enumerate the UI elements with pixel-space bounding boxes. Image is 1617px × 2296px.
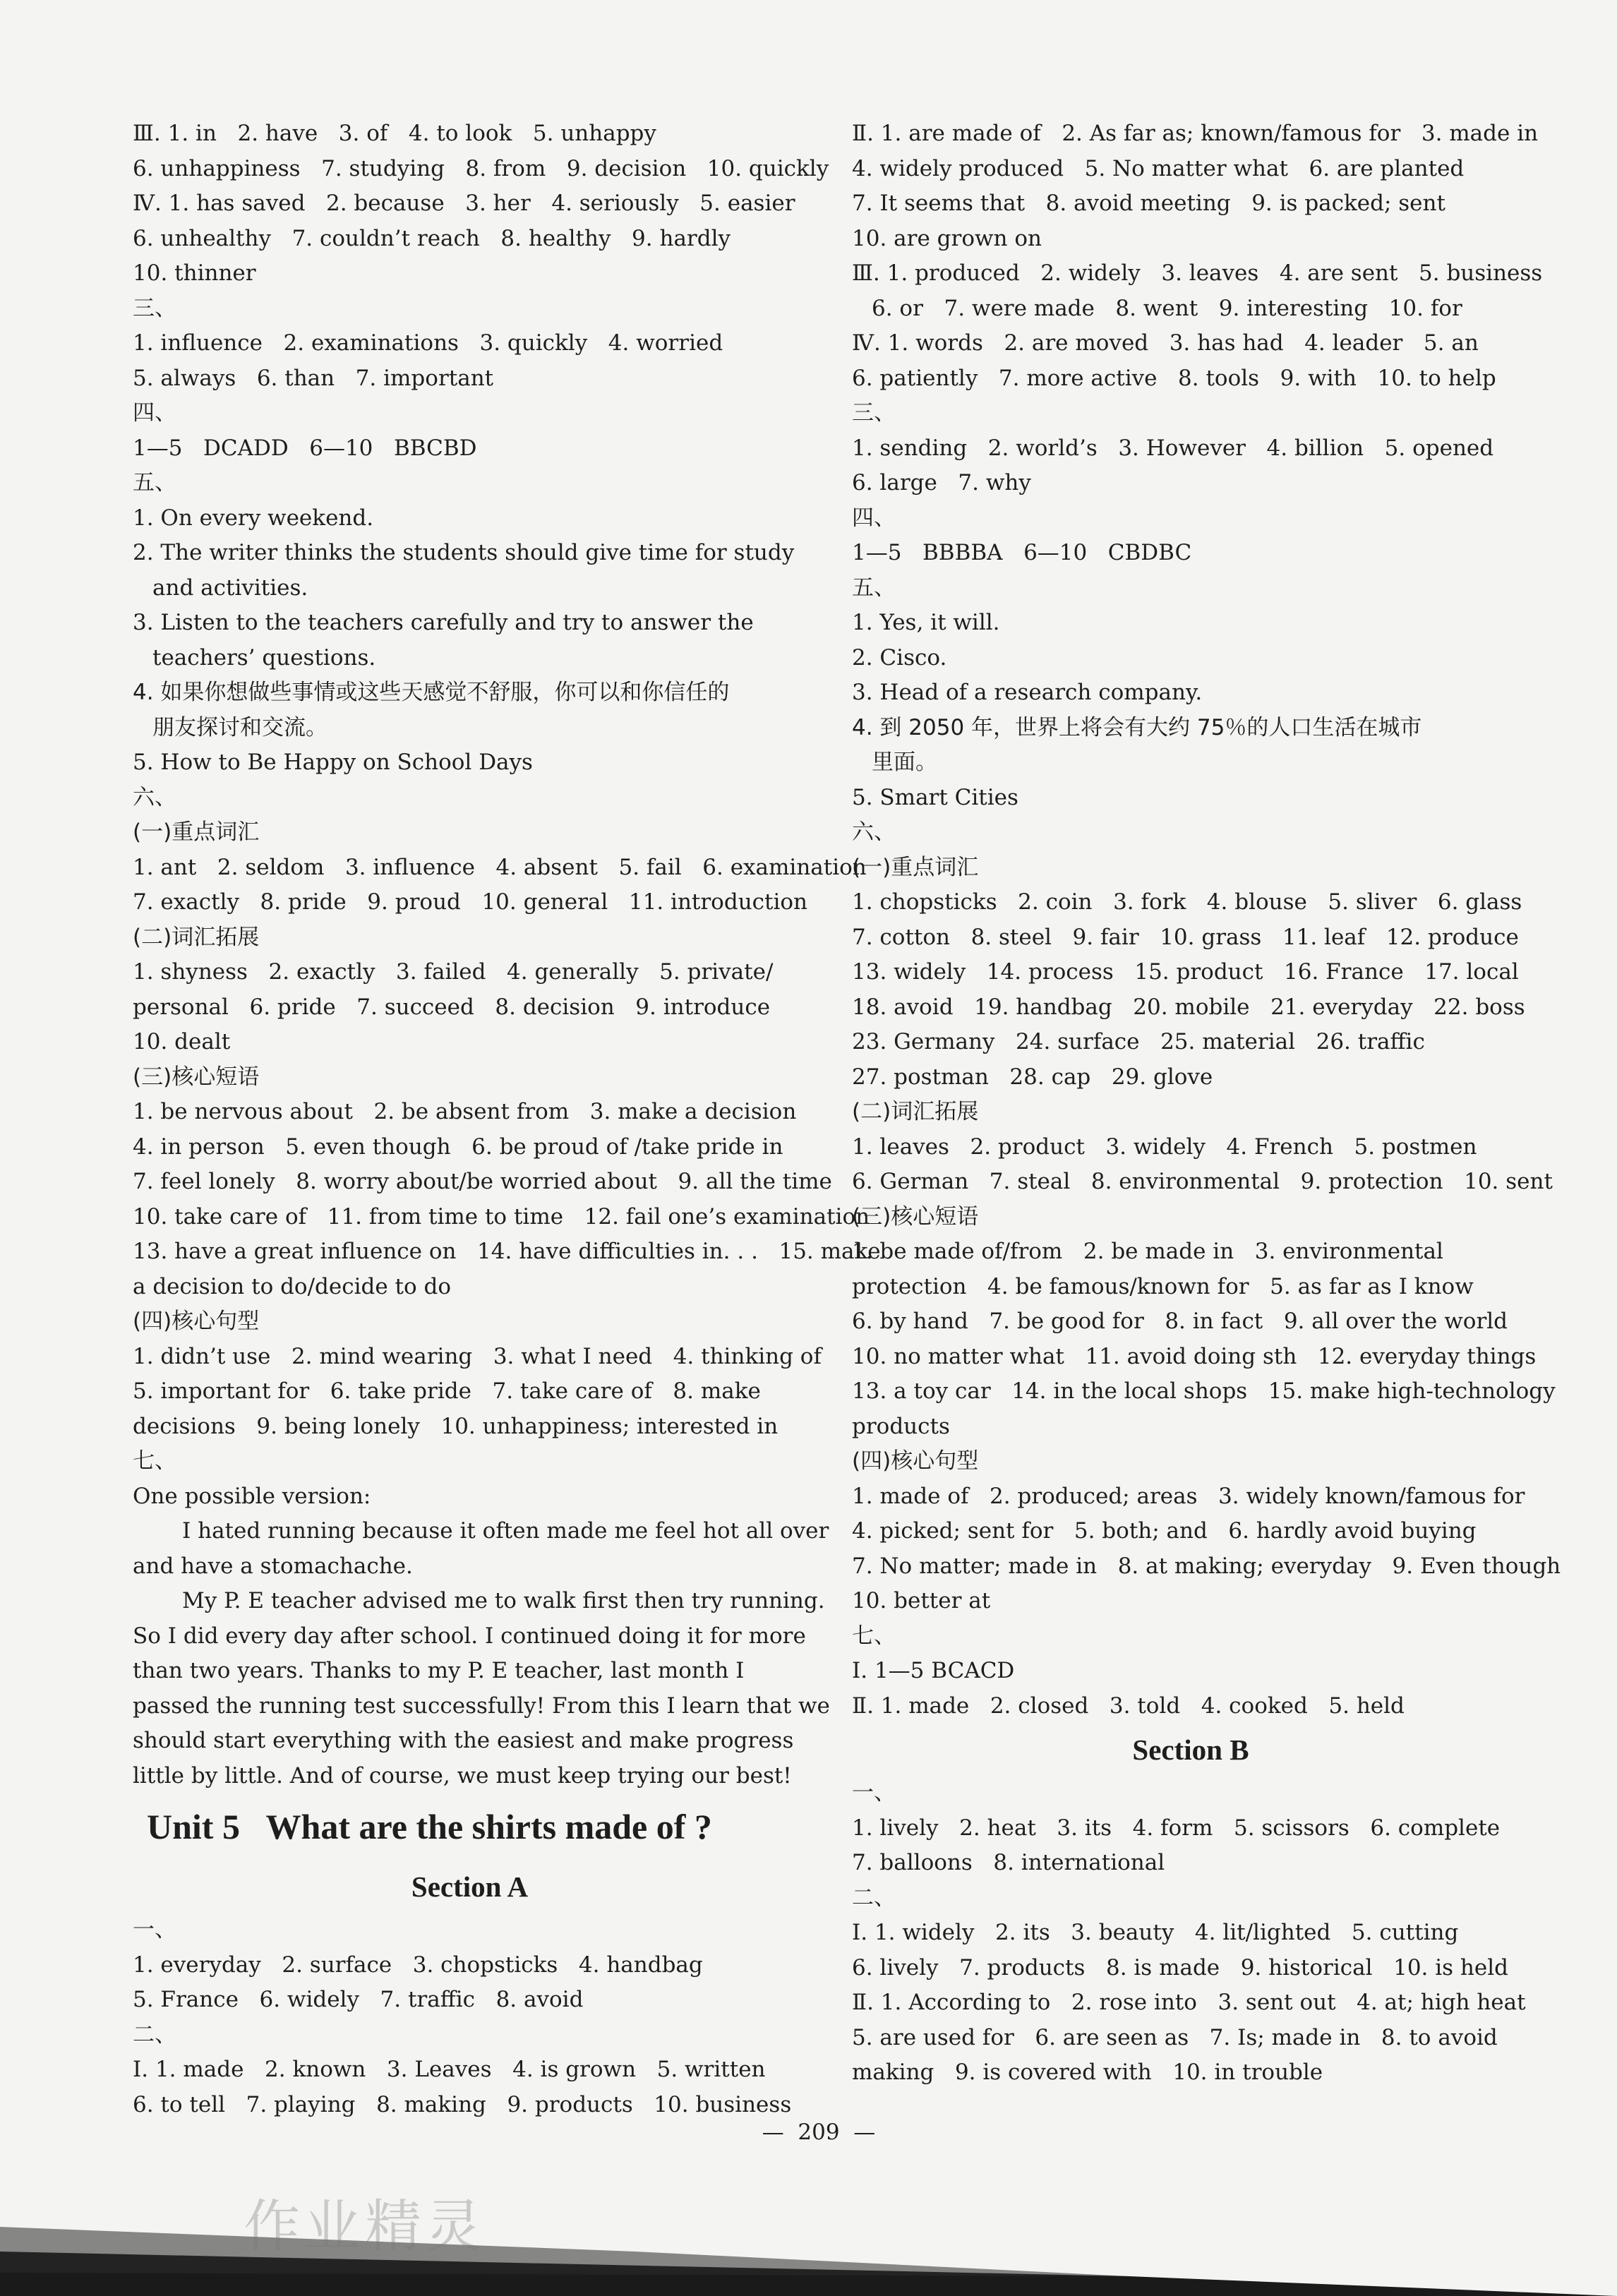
left-line: So I did every day after school. I continued doing it for more xyxy=(133,1623,806,1649)
right-line: (二)词汇拓展 xyxy=(852,1099,979,1124)
right-line: 7. No matter; made in 8. at making; everyday 9. Even though xyxy=(852,1553,1561,1579)
left-line: Ⅰ. 1. made 2. known 3. Leaves 4. is grown 5. written xyxy=(133,2057,766,2082)
right-line: (一)重点词汇 xyxy=(852,854,979,880)
right-line: (三)核心短语 xyxy=(852,1203,979,1230)
left-line: 10. thinner xyxy=(133,260,256,286)
left-line: My P. E teacher advised me to walk first then try running. xyxy=(182,1588,825,1613)
right-line: Ⅰ. 1—5 BCACD xyxy=(852,1658,1015,1683)
right-line: 18. avoid 19. handbag 20. mobile 21. everyday 22. boss xyxy=(852,994,1525,1020)
left-line: 13. have a great influence on 14. have difficulties in. . . 15. make xyxy=(133,1239,881,1264)
left-line: decisions 9. being lonely 10. unhappiness; interested in xyxy=(133,1413,779,1439)
right-line: 6. German 7. steal 8. environmental 9. protection 10. sent xyxy=(852,1169,1553,1194)
left-line: 5. always 6. than 7. important xyxy=(133,365,494,391)
right-line: 1. lively 2. heat 3. its 4. form 5. scissors 6. complete xyxy=(852,1815,1501,1841)
right-line: 7. balloons 8. international xyxy=(852,1850,1165,1875)
right-line: 6. large 7. why xyxy=(852,470,1031,495)
left-line: 6. to tell 7. playing 8. making 9. products 10. business xyxy=(133,2091,792,2117)
right-line: 6. by hand 7. be good for 8. in fact 9. all over the world xyxy=(852,1309,1508,1334)
right-line: 1. made of 2. produced; areas 3. widely known/famous for xyxy=(852,1483,1525,1509)
left-line: 1. shyness 2. exactly 3. failed 4. generally 5. private/ xyxy=(133,959,774,985)
watermark: 作业精灵 xyxy=(244,2194,486,2259)
right-line: 一、 xyxy=(852,1780,896,1805)
left-line: (二)词汇拓展 xyxy=(133,924,260,950)
right-line: Ⅳ. 1. words 2. are moved 3. has had 4. leader 5. an xyxy=(852,330,1479,356)
right-line: making 9. is covered with 10. in trouble xyxy=(852,2060,1323,2085)
left-line: 四、 xyxy=(133,400,176,426)
right-line: 三、 xyxy=(852,400,896,426)
right-line: 1. chopsticks 2. coin 3. fork 4. blouse 5. sliver 6. glass xyxy=(852,889,1522,915)
right-line: 3. Head of a research company. xyxy=(852,680,1203,705)
right-line: protection 4. be famous/known for 5. as far as I know xyxy=(852,1273,1474,1299)
scan-edge-shadow xyxy=(0,2167,1617,2296)
left-line: 朋友探讨和交流。 xyxy=(152,714,327,740)
left-column xyxy=(133,116,881,2122)
left-line: 10. dealt xyxy=(133,1029,231,1054)
right-line: 7. cotton 8. steel 9. fair 10. grass 11. leaf 12. produce xyxy=(852,924,1519,950)
right-column xyxy=(852,116,1561,2091)
right-line: 1. leaves 2. product 3. widely 4. French 5. postmen xyxy=(852,1134,1477,1160)
left-line: 1. didn’t use 2. mind wearing 3. what I need 4. thinking of xyxy=(133,1343,822,1369)
left-line: than two years. Thanks to my P. E teacher, last month I xyxy=(133,1658,745,1683)
left-line: 1. everyday 2. surface 3. chopsticks 4. handbag xyxy=(133,1952,703,1978)
right-line: 里面。 xyxy=(872,750,937,775)
left-line: 5. important for 6. take pride 7. take care of 8. make xyxy=(133,1378,761,1404)
right-line: 六、 xyxy=(852,819,896,845)
left-line: 6. unhealthy 7. couldn’t reach 8. healthy 9. hardly xyxy=(133,225,731,251)
left-line: (一)重点词汇 xyxy=(133,819,260,845)
right-line: 6. lively 7. products 8. is made 9. historical 10. is held xyxy=(852,1954,1508,1981)
right-line: (四)核心句型 xyxy=(852,1448,979,1474)
left-line: and activities. xyxy=(152,575,308,601)
left-line: One possible version: xyxy=(133,1483,371,1509)
left-line: 五、 xyxy=(133,470,176,495)
left-line: teachers’ questions. xyxy=(152,644,376,671)
right-line: 10. better at xyxy=(852,1588,991,1613)
right-line: 13. widely 14. process 15. product 16. France 17. local xyxy=(852,959,1519,985)
left-line: 三、 xyxy=(133,295,176,321)
left-line: 6. unhappiness 7. studying 8. from 9. decision 10. quickly xyxy=(133,155,829,181)
left-line: 六、 xyxy=(133,784,176,810)
left-line: 七、 xyxy=(133,1448,176,1474)
left-line: Section A xyxy=(411,1870,529,1903)
right-line: 23. Germany 24. surface 25. material 26. traffic xyxy=(852,1029,1425,1054)
left-line: 一、 xyxy=(133,1917,176,1942)
left-line: 4. 如果你想做些事情或这些天感觉不舒服，你可以和你信任的 xyxy=(133,680,730,705)
right-line: 4. picked; sent for 5. both; and 6. hardly avoid buying xyxy=(852,1518,1477,1544)
right-line: 13. a toy car 14. in the local shops 15. make high-technology xyxy=(852,1378,1556,1404)
right-line: Ⅰ. 1. widely 2. its 3. beauty 4. lit/lighted 5. cutting xyxy=(852,1920,1459,1945)
left-line: little by little. And of course, we must keep trying our best! xyxy=(133,1762,792,1789)
right-line: 1. Yes, it will. xyxy=(852,610,1000,635)
right-line: 6. or 7. were made 8. went 9. interesting 10. for xyxy=(872,295,1462,321)
right-line: Ⅱ. 1. are made of 2. As far as; known/famous for 3. made in xyxy=(852,121,1539,146)
right-line: 七、 xyxy=(852,1623,896,1649)
left-line: 1. influence 2. examinations 3. quickly 4. worried xyxy=(133,330,723,356)
right-line: 4. 到 2050 年，世界上将会有大约 75％的人口生活在城市 xyxy=(852,714,1422,740)
right-line: Ⅱ. 1. made 2. closed 3. told 4. cooked 5. held xyxy=(852,1693,1405,1719)
left-line: and have a stomachache. xyxy=(133,1553,413,1579)
right-line: Ⅱ. 1. According to 2. rose into 3. sent out 4. at; high heat xyxy=(852,1990,1526,2015)
right-line: Ⅲ. 1. produced 2. widely 3. leaves 4. are sent 5. business xyxy=(852,260,1543,286)
left-line: Ⅳ. 1. has saved 2. because 3. her 4. seriously 5. easier xyxy=(133,191,795,216)
left-line: I hated running because it often made me feel hot all over xyxy=(182,1518,829,1544)
left-line: 5. How to Be Happy on School Days xyxy=(133,750,533,775)
right-line: 1. be made of/from 2. be made in 3. environmental xyxy=(852,1239,1443,1264)
left-line: Unit 5 What are the shirts made of ? xyxy=(147,1807,712,1846)
left-line: 5. France 6. widely 7. traffic 8. avoid xyxy=(133,1987,584,2012)
right-line: 5. Smart Cities xyxy=(852,784,1018,810)
right-line: 10. no matter what 11. avoid doing sth 12. everyday things xyxy=(852,1343,1537,1369)
left-line: 1. On every weekend. xyxy=(133,505,374,531)
right-line: 五、 xyxy=(852,575,896,601)
right-line: products xyxy=(852,1413,950,1439)
left-line: 3. Listen to the teachers carefully and try to answer the xyxy=(133,610,754,635)
left-line: 1. be nervous about 2. be absent from 3. make a decision xyxy=(133,1099,797,1124)
right-line: 四、 xyxy=(852,505,896,531)
right-line: 7. It seems that 8. avoid meeting 9. is packed; sent xyxy=(852,191,1445,216)
left-line: (四)核心句型 xyxy=(133,1309,260,1334)
right-line: 1. sending 2. world’s 3. However 4. billion 5. opened xyxy=(852,435,1494,461)
left-line: 1. ant 2. seldom 3. influence 4. absent 5. fail 6. examination xyxy=(133,854,867,880)
right-line: Section B xyxy=(1132,1733,1249,1766)
right-line: 2. Cisco. xyxy=(852,644,947,671)
left-line: 7. feel lonely 8. worry about/be worried about 9. all the time xyxy=(133,1169,832,1194)
left-line: Ⅲ. 1. in 2. have 3. of 4. to look 5. unhappy xyxy=(133,121,656,146)
left-line: 1—5 DCADD 6—10 BBCBD xyxy=(133,435,477,461)
right-line: 6. patiently 7. more active 8. tools 9. with 10. to help xyxy=(852,365,1496,391)
right-line: 5. are used for 6. are seen as 7. Is; made in 8. to avoid xyxy=(852,2024,1498,2050)
left-line: should start everything with the easiest and make progress xyxy=(133,1728,794,1753)
right-line: 10. are grown on xyxy=(852,225,1042,251)
left-line: a decision to do/decide to do xyxy=(133,1273,452,1299)
left-line: 2. The writer thinks the students should give time for study xyxy=(133,540,795,565)
left-line: (三)核心短语 xyxy=(133,1064,260,1090)
left-line: 10. take care of 11. from time to time 12. fail one’s examination xyxy=(133,1203,870,1230)
left-line: passed the running test successfully! From this I learn that we xyxy=(133,1693,830,1719)
right-line: 二、 xyxy=(852,1885,896,1911)
left-line: 4. in person 5. even though 6. be proud of /take pride in xyxy=(133,1134,783,1160)
right-line: 1—5 BBBBA 6—10 CBDBC xyxy=(852,540,1192,565)
left-line: 二、 xyxy=(133,2021,176,2048)
right-line: 4. widely produced 5. No matter what 6. are planted xyxy=(852,155,1465,181)
page-number: — 209 — xyxy=(762,2120,876,2145)
right-line: 27. postman 28. cap 29. glove xyxy=(852,1064,1213,1090)
left-line: 7. exactly 8. pride 9. proud 10. general 11. introduction xyxy=(133,889,808,915)
left-line: personal 6. pride 7. succeed 8. decision 9. introduce xyxy=(133,994,771,1020)
